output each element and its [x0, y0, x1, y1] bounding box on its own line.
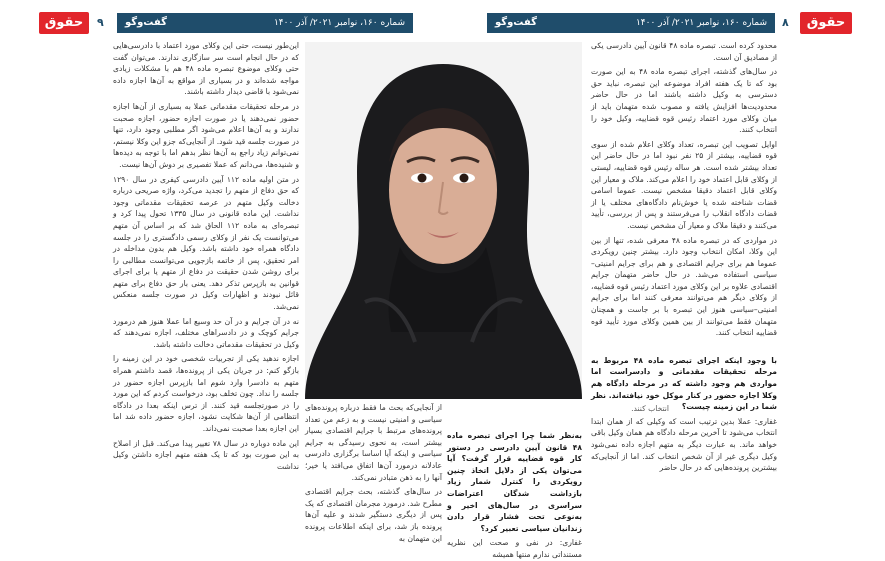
- interview-question: به‌نظر شما چرا اجرای تبصره ماده ۴۸ قانون آیین دادرسی در دستور کار قوه قضاییه قرار گرفت؟ آیا می‌توان یکی از دلایل اتخاذ چنین رویکردی را کنترل شمار زیاد بازداشت شدگان اعتراضات سراسری در سال‌های اخیر و به‌نوعی تحت فشار قرار دادن زندانیان سیاسی تعبیر کرد؟: [447, 431, 582, 533]
- article-column-far-right: [591, 40, 777, 520]
- right-page-number: ۸: [782, 16, 789, 29]
- photo-caption: انتخاب کنند.: [631, 404, 669, 413]
- left-section-title: گفت‌وگو: [125, 17, 167, 28]
- portrait-illustration: [305, 42, 582, 399]
- paragraph: نه در آن جرایم و در آن حد وسیع اما عملا هنوز هم درمورد جرایم کوچک و در دادسراهای مختلف، اجازه نمی‌دهند که وکیل در تحقیقات مقدماتی دخالت داشته باشد.: [113, 316, 299, 349]
- right-issue-info: شماره ۱۶۰، نوامبر ۲۰۲۱/ آذر ۱۴۰۰: [635, 18, 767, 28]
- interview-question: با وجود اینکه اجرای تبصره ماده ۴۸ مربوط به مرحله تحقیقات مقدماتی و دادسراست اما مواردی هم وجود داشته که در مرحله دادگاه هم وکلا اجازه حضور در کنار موکل خود نیافته‌اند. نظر شما در این زمینه چیست؟: [591, 355, 777, 412]
- right-section-bar: [487, 13, 775, 33]
- paragraph: از آنجایی‌که بحث ما فقط درباره پرونده‌های سیاسی و امنیتی نیست و به زعم من تعداد پرونده‌های مرتبط با جرایم اقتصادی بسیار بیشتر است، به نحوی رسیدگی به جرایم سیاسی و اینکه آیا اساسا برگزاری دادرسی عادلانه درمورد آن‌ها اتفاق می‌افتد یا خیر؛ آنها را به ذهن متبادر نمی‌کند.: [305, 403, 442, 482]
- left-section-bar: [117, 13, 413, 33]
- article-column-far-left: [113, 40, 299, 520]
- paragraph: در مرحله تحقیقات مقدماتی عملا به بسیاری از آن‌ها اجازه حضور نمی‌دهند یا در صورت اجازه حضور، اجازه صحبت ندارند و به آن‌ها اعلام می‌شود اگر مطلبی وجود دارد، تنها در صورت جلسه قید شود. از آنجایی‌که جزو این وکلا نیستم، نمی‌توانم زیاد راجع به آن‌ها نظر بدهم اما با توجه به دیده‌ها و شنیده‌ها، می‌دانم که عملا تفصیری بر دوش آن‌ها نیست.: [113, 101, 299, 169]
- paragraph: اوایل تصویب این تبصره، تعداد وکلای اعلام شده از سوی قوه قضاییه، بیشتر از ۲۵ نفر نبود اما در حال حاضر این تعداد بیشتر شده است. هر ساله رئیس قوه قضاییه، لیستی از وکلای قابل اعتماد خود را اعلام می‌کند. ملاک و معیار این وکلای قابل اعتماد دقیقا مشخص نیست. عموما اسامی قضات شناخته شده یا خوش‌نام دادگاه‌های مختلف یا از قضات دادگاه انقلاب را می‌فرستند و پس از بررسی، تأیید می‌کنند و دقیقا ملاک و معیار آن مشخص نیست.: [591, 139, 777, 230]
- left-page-number: ۹: [97, 16, 104, 29]
- paragraph: اجازه ندهید یکی از تجربیات شخصی خود در این زمینه را بازگو کنم: در جریان یکی از پرونده‌ها، قصد داشتم همراه متهم به دادسرا وارد شوم اما بازپرس اجازه حضور در جلسه را نداد. چون تخلف بود، درخواست کردم که این مورد را در صورتجلسه قید کنند. از ترس اینکه بعدا در دادگاه انتظامی از آن‌ها شکایت نشود، اجازه حضور داده شد اما این اجازه بعدا صحبت نمی‌داند.: [113, 354, 299, 433]
- paragraph: این‌طور نیست، حتی این وکلای مورد اعتماد با دادرسی‌هایی که در حال انجام است سر سازگاری ندارند. می‌توان گفت حتی وکلای موضوع تبصره ماده ۴۸ هم با مشکلات زیادی مواجه شده‌اند و در بسیاری از مواقع به آن‌ها اجازه داده نمی‌شود با قاضی دیدار داشته باشند.: [113, 41, 299, 97]
- paragraph: در سال‌های گذشته، اجرای تبصره ماده ۴۸ به این صورت بود که تا یک هفته افراد موضوعه این تبصره، نباید حق دسترسی به وکیل داشته باشند اما در حال حاضر محدودیت‌ها افزایش یافته و مصوب شده متهمان باید از میان وکلای مورد اعتماد رئیس قوه قضاییه، وکیل خود را انتخاب کنند.: [591, 67, 777, 135]
- paragraph: در مواردی که در تبصره ماده ۴۸ معرفی شده، تنها از بین این وکلا، امکان انتخاب وجود دارد. بیشتر چنین رویکردی عموما هم برای جرایم اقتصادی و هم برای جرایم امنیتی–سیاسی استفاده می‌شد. در حال حاضر متهمان جرایم اقتصادی علاوه بر این وکلای مورد اعتماد رئیس قوه قضاییه، از وکلای دیگر هم می‌توانند معرفی کنند اما برای جرایم امنیتی–سیاسی هنوز این تبصره با بر جاست و همچنان متهمان فقط می‌توانند از بین همین وکلای مورد تأیید قوه قضاییه انتخاب کنند.: [591, 235, 777, 338]
- paragraph: این ماده دوباره در سال ۷۸ تغییر پیدا می‌کند. قبل از اصلاح به این صورت بود که تا یک هفته متهم اجازه داشتن وکیل نداشت: [113, 438, 299, 471]
- interviewee-photo: [305, 42, 582, 399]
- paragraph: غفاری: در نفی و صحت این نظریه مستنداتی ندارم منتها همیشه: [447, 538, 582, 559]
- article-column-center-right: [447, 430, 582, 559]
- left-brand-logo: حقوق ما: [39, 12, 89, 34]
- right-brand-logo: حقوق ما: [800, 12, 852, 34]
- paragraph: در متن اولیه ماده ۱۱۲ آیین دادرسی کیفری در سال ۱۲۹۰ که حق دفاع از متهم را تجدید می‌کرد، واژه صریحی درباره دخالت وکیل متهم در عرصه تحقیقات مقدماتی وجود نداشت. این ماده قانونی در سال ۱۳۳۵ تحول پیدا کرد و تبصره‌ای به ماده ۱۱۲ الحاق شد که بر اساس آن متهم می‌توانست یک نفر از وکلای رسمی دادگستری را در جلسه دادگاه همراه خود داشته باشد. وکیل هم بدون مداخله در امر تحقیق، پس از خاتمه بازجویی می‌توانست مطالبی را برای روشن شدن حقیقت در دفاع از متهم یا برای اجرای قوانین به بازپرس تذکر دهد. یعنی بار حق دفاع برای متهم قائل نبودند و اظهارات وکیل در صورت جلسه منعکس نمی‌شد.: [113, 174, 299, 312]
- paragraph: در سال‌های گذشته، بحث جرایم اقتصادی مطرح شد. درمورد مجرمان اقتصادی که یک پس از دیگری دستگیر شدند و علیه آن‌ها پرونده باز شد، برای اینکه اطلاعات پرونده این متهمان به: [305, 487, 442, 543]
- left-issue-info: شماره ۱۶۰، نوامبر ۲۰۲۱/ آذر ۱۴۰۰: [273, 18, 405, 28]
- article-column-center-left: [305, 402, 442, 543]
- paragraph: محدود کرده است. تبصره ماده ۴۸ قانون آیین دادرسی یکی از مصادیق آن است.: [591, 41, 777, 62]
- right-section-title: گفت‌وگو: [495, 17, 537, 28]
- paragraph: غفاری: عملا بدین ترتیب است که وکیلی که از همان ابتدا انتخاب می‌شود تا آخرین مرحله دادگاه هم همان وکیل باقی خواهد ماند. به عبارت دیگر به متهم اجازه داده نمی‌شود وکیل دیگری غیر از آن شخص انتخاب کند. اما از آنجایی‌که بیشترین پرونده‌هایی که در حال حاضر: [591, 416, 777, 473]
